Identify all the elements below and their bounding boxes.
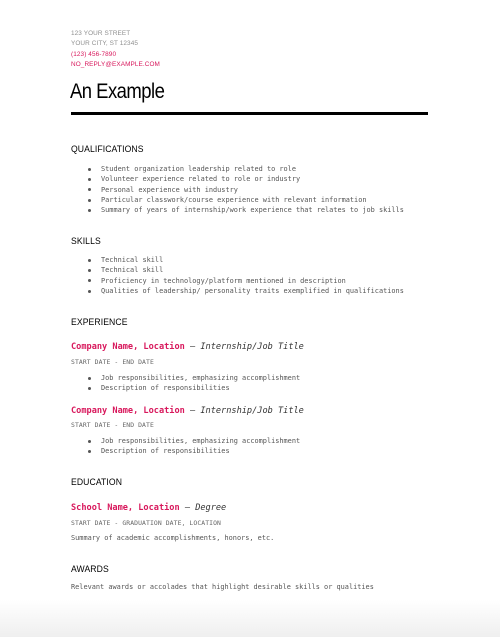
list-item: Technical skill <box>86 265 404 275</box>
education-dates: START DATE - GRADUATION DATE, LOCATION <box>71 519 222 527</box>
list-item: Qualities of leadership/ personality traits exemplified in qualifications <box>86 286 404 296</box>
list-item: Job responsibilities, emphasizing accomplishment <box>86 436 300 446</box>
contact-street: 123 YOUR STREET <box>71 30 131 37</box>
skills-heading: SKILLS <box>71 236 101 247</box>
job-title: Internship/Job Title <box>200 406 304 416</box>
awards-heading: AWARDS <box>71 564 109 575</box>
list-item: Description of responsibilities <box>86 383 300 393</box>
company-name: Company Name, Location <box>71 342 185 352</box>
awards-text: Relevant awards or accolades that highlight desirable skills or qualities <box>71 583 374 591</box>
name-divider <box>71 112 428 115</box>
school-name: School Name, Location <box>71 503 180 513</box>
page-bottom-shadow <box>0 600 500 637</box>
title-separator: — <box>179 503 196 513</box>
list-item: Description of responsibilities <box>86 446 300 456</box>
education-heading: EDUCATION <box>71 477 123 488</box>
company-name: Company Name, Location <box>71 406 185 416</box>
list-item: Job responsibilities, emphasizing accomplishment <box>86 373 300 383</box>
experience-entry-title <box>71 342 304 352</box>
experience-entry-title <box>71 406 304 416</box>
qualifications-list <box>86 164 404 216</box>
contact-city: YOUR CITY, ST 12345 <box>71 40 139 48</box>
title-separator: — <box>184 342 201 352</box>
experience-responsibilities <box>86 436 300 457</box>
job-title: Internship/Job Title <box>200 342 304 352</box>
experience-responsibilities <box>86 373 300 394</box>
list-item: Proficiency in technology/platform mentioned in description <box>86 276 404 286</box>
contact-block <box>71 29 160 70</box>
list-item: Personal experience with industry <box>86 185 404 195</box>
experience-dates: START DATE - END DATE <box>71 358 154 366</box>
list-item: Technical skill <box>86 255 404 265</box>
experience-heading: EXPERIENCE <box>71 317 128 328</box>
contact-phone[interactable]: (123) 456-7890 <box>71 50 117 58</box>
list-item: Volunteer experience related to role or industry <box>86 174 404 184</box>
resume-name: An Example <box>70 80 165 103</box>
contact-email[interactable]: NO_REPLY@EXAMPLE.COM <box>71 60 160 68</box>
list-item: Particular classwork/course experience with relevant information <box>86 195 404 205</box>
qualifications-heading: QUALIFICATIONS <box>71 144 144 155</box>
experience-dates: START DATE - END DATE <box>71 421 154 429</box>
list-item: Student organization leadership related to role <box>86 164 404 174</box>
education-entry-title <box>71 503 226 513</box>
skills-list <box>86 255 404 296</box>
list-item: Summary of years of internship/work experience that relates to job skills <box>86 205 404 215</box>
title-separator: — <box>184 406 201 416</box>
education-summary: Summary of academic accomplishments, honors, etc. <box>71 534 275 542</box>
degree: Degree <box>195 503 227 513</box>
